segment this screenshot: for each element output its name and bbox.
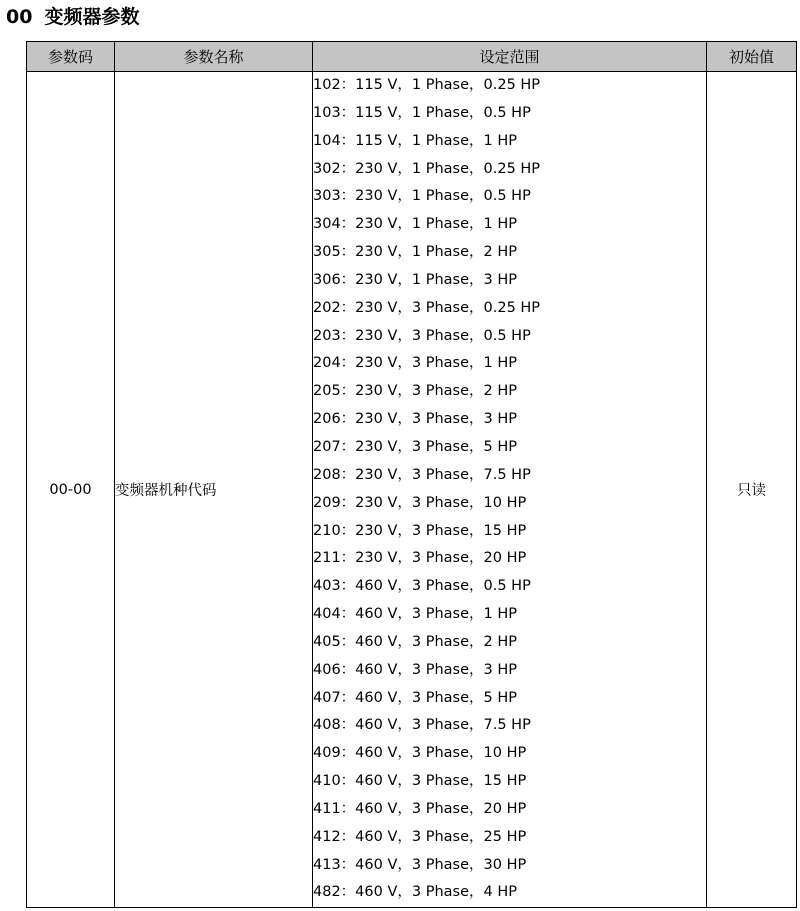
- range-option-item: 104：115 V，1 Phase，1 HP: [313, 132, 517, 149]
- initial-value-cell: 只读: [707, 72, 797, 908]
- section-number: 00: [6, 6, 33, 28]
- range-option-item: 405：460 V，3 Phase，2 HP: [313, 633, 517, 650]
- range-option-item: 306：230 V，1 Phase，3 HP: [313, 271, 517, 288]
- parameter-name-cell: 变频器机种代码: [115, 72, 313, 908]
- range-option-item: 209：230 V，3 Phase，10 HP: [313, 494, 527, 511]
- range-option-item: 407：460 V，3 Phase，5 HP: [313, 689, 517, 706]
- range-option-item: 208：230 V，3 Phase，7.5 HP: [313, 466, 531, 483]
- header-setting-range: 设定范围: [313, 42, 707, 72]
- range-option-item: 406：460 V，3 Phase，3 HP: [313, 661, 517, 678]
- setting-range-cell: [313, 72, 707, 908]
- range-option-item: 207：230 V，3 Phase，5 HP: [313, 438, 517, 455]
- range-option-item: 205：230 V，3 Phase，2 HP: [313, 383, 517, 400]
- range-option-item: 409：460 V，3 Phase，10 HP: [313, 745, 527, 762]
- range-option-item: 408：460 V，3 Phase，7.5 HP: [313, 717, 531, 734]
- range-option-item: 304：230 V，1 Phase，1 HP: [313, 216, 517, 233]
- header-row: [27, 42, 797, 72]
- range-option-item: 410：460 V，3 Phase，15 HP: [313, 773, 527, 790]
- range-option-item: 303：230 V，1 Phase，0.5 HP: [313, 188, 531, 205]
- range-option-item: 305：230 V，1 Phase，2 HP: [313, 244, 517, 261]
- range-option-item: 403：460 V，3 Phase，0.5 HP: [313, 578, 531, 595]
- range-option-item: 203：230 V，3 Phase，0.5 HP: [313, 327, 531, 344]
- range-option-item: 412：460 V，3 Phase，25 HP: [313, 828, 527, 845]
- range-option-item: 204：230 V，3 Phase，1 HP: [313, 355, 517, 372]
- range-option-item: 404：460 V，3 Phase，1 HP: [313, 606, 517, 623]
- header-parameter-name: 参数名称: [115, 42, 313, 72]
- parameter-code-cell: 00-00: [27, 72, 115, 908]
- range-option-item: 411：460 V，3 Phase，20 HP: [313, 800, 527, 817]
- header-parameter-code: 参数码: [27, 42, 115, 72]
- table-header: [27, 42, 797, 72]
- section-title-text: 变频器参数: [44, 6, 140, 28]
- range-option-item: 202：230 V，3 Phase，0.25 HP: [313, 299, 541, 316]
- range-option-item: 206：230 V，3 Phase，3 HP: [313, 411, 517, 428]
- range-option-item: 210：230 V，3 Phase，15 HP: [313, 522, 527, 539]
- range-option-item: 211：230 V，3 Phase，20 HP: [313, 550, 527, 567]
- range-option-item: 103：115 V，1 Phase，0.5 HP: [313, 104, 531, 121]
- parameter-table: [26, 41, 797, 908]
- section-heading: [6, 2, 139, 32]
- setting-range-list: [313, 72, 706, 907]
- range-option-item: 482：460 V，3 Phase，4 HP: [313, 884, 517, 901]
- range-option-item: 413：460 V，3 Phase，30 HP: [313, 856, 527, 873]
- range-option-item: 302：230 V，1 Phase，0.25 HP: [313, 160, 541, 177]
- table-row: [27, 72, 797, 908]
- range-option-item: 102：115 V，1 Phase，0.25 HP: [313, 77, 541, 93]
- header-initial-value: 初始值: [707, 42, 797, 72]
